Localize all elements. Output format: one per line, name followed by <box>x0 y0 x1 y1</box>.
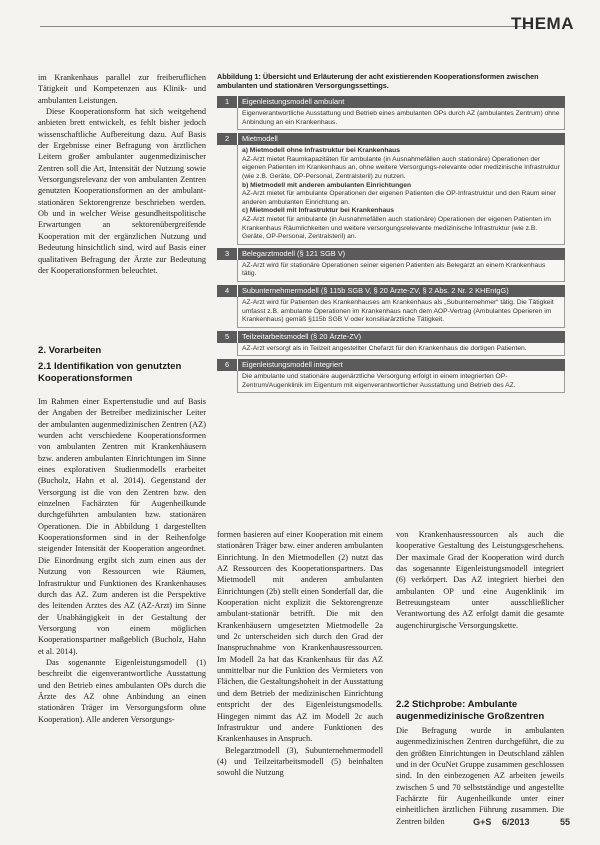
journal-name: G+S <box>473 817 492 827</box>
paragraph: formen basieren auf einer Kooperation mit einem stationären Träger bzw. einer anderen ambulanten Einrichtung. In den Mietmodellen (2) nutzt das AZ Ressourcen des Kooperationspartners. Das Mietmodell mit anderen ambulanten Einrichtungen (2b) stellt einen Sonderfall dar, die Kooperation nicht explizit die Sektorengrenze ambulant-stationär betrifft. Die mit den Krankenhäusern umgesetzten Mietmodelle 2a und 2c unterscheiden sich durch den Grad der Inanspruchnahme von Krankenhausressourcen. Im Modell 2a hat das Krankenhaus für das AZ unmittelbar nur die Funktion des Vermieters von Flächen, die Gestaltungshoheit in der Ausstattung und dem Betrieb der medizinischen Einrichtung entspricht der des Eigenleistungsmodells. Hingegen nimmt das AZ im Modell 2c auch Infrastruktur und andere Funktionen des Krankenhauses in Anspruch. <box>217 530 383 744</box>
section-heading: 2. Vorarbeiten <box>38 345 102 356</box>
model-number: 2 <box>217 133 238 145</box>
model-number: 5 <box>217 331 238 343</box>
model-text: a) Mietmodell ohne Infrastruktur bei Krankenhaus <box>242 147 400 155</box>
paragraph: Im Rahmen einer Expertenstudie und auf Basis der Angaben der Betreiber medizinischer Leiter der ambulanten augenmedizinischen Zentren (AZ) wurden acht verschiedene Kooperationsformen von ambulanten Zentren mit Krankenhäusern bzw. anderen ambulanten Einrichtungen im Sinne eines explorativen Studienmodells erarbeitet (Bucholz, Hahn et al. 2014). Gegenstand der Versorgung ist die von den Zentren bzw. den einzelnen Fachärzten für Augenheilkunde durchgeführten ambulanten bzw. stationären Operationen. Die in Abbildung 1 dargestellten Kooperationsformen sind in der Reihenfolge steigender Intensität der Kooperation angeordnet. Die Einordnung ergibt sich zum einen aus der Nutzung von Ressourcen wie Räumen, Infrastruktur und Funktionen des Krankenhauses durch das AZ. Zum anderen ist die Perspektive des leitenden Arztes des AZ (AZ-Arzt) im Sinne der Unabhängigkeit in der Gestaltung der Versorgung von einem möglichen Kooperationspartner maßgeblich (Bucholz, Hahn et al. 2014). <box>38 397 206 656</box>
figure-table <box>217 96 565 396</box>
page-number: 55 <box>559 817 570 827</box>
paragraph: von Krankenhausressourcen als auch die kooperative Gestaltung des Leistungsgeschehens. Der maximale Grad der Kooperation wird durch das sogenannte Eigenleistungsmodell integriert (6) verkörpert. Das AZ integriert hierbei den ambulanten OP und eine Augenklinik im Betreuungsteam unter ausschließlicher Verantwortung des AZ erfolgt damit die gesamte augenchirurgische Versorgungskette. <box>396 530 564 630</box>
paragraph: im Krankenhaus parallel zur freiberuflichen Tätigkeit und Kompetenzen aus Klinik- und ambulanten Leistungen. <box>38 73 206 105</box>
subsection-heading: 2.2 Stichprobe: Ambulante augenmedizinische Großzentren <box>396 699 545 722</box>
model-text: AZ-Arzt versorgt als in Teilzeit angestellter Chefarzt für den Krankenhaus die dortigen Patienten. <box>242 344 527 352</box>
model-title: Belegarztmodell (§ 121 SGB V) <box>242 248 346 258</box>
right-body-2 <box>396 725 564 827</box>
model-header <box>217 359 565 371</box>
middle-body <box>217 529 383 779</box>
model-text: AZ-Arzt wird für stationäre Operationen seiner eigenen Patienten als Belegarzt an einem Krankenhaus tätig. <box>242 261 546 278</box>
model-text: b) Mietmodell mit anderen ambulanten Einrichtungen <box>242 181 412 189</box>
paragraph: Das sogenannte Eigenleistungsmodell (1) beschreibt die eigenverantwortliche Ausstattung und den Betrieb eines ambulanten OPs durch die Ärzte des AZ ohne Anbindung an einen stationären Träger im Versorgungsform ohne Kooperation). Alle anderen Versorgungs- <box>38 657 206 724</box>
model-title: Eigenleistungsmodell integriert <box>242 360 343 370</box>
model-title: Mietmodell <box>242 134 278 144</box>
model-number: 6 <box>217 359 238 371</box>
model-description <box>237 297 565 328</box>
model-description <box>237 145 565 245</box>
model-header <box>217 331 565 343</box>
left-body <box>38 396 206 725</box>
model-text: Eigenverantwortliche Ausstattung und Betrieb eines ambulanten OPs durch AZ (ambulantes Zentrum) ohne Anbindung an ein Krankenhaus. <box>242 110 560 126</box>
model-description <box>237 343 565 357</box>
left-intro <box>38 72 206 276</box>
model-text: AZ-Arzt mietet für ambulante (in Ausnahmefällen auch stationäre) Operationen der eigenen Patienten im Krankenhaus Räumlichkeiten und weitere versorgungsrelevante medizinische Infrastruktur (wie z.B. Geräte, OP-Personal, Zentralsteril) an. <box>242 215 551 241</box>
figure-caption: Abbildung 1: Übersicht und Erläuterung der acht existierenden Kooperationsformen zwischen ambulanten und stationären Versorgungssettings. <box>217 72 539 91</box>
model-number: 3 <box>217 248 238 260</box>
model-text: c) Mietmodell mit Infrastruktur bei Krankenhaus <box>242 207 394 215</box>
model-description <box>237 260 565 282</box>
header-rule <box>40 26 532 27</box>
issue-number: 6/2013 <box>501 817 530 827</box>
model-title: Eigenleistungsmodell ambulant <box>242 97 345 106</box>
paragraph: Belegarztmodell (3), Subunternehmermodell (4) und Teilzeitarbeitsmodell (5) beinhalten sowohl die Nutzung <box>217 745 383 778</box>
section-label: THEMA <box>511 14 574 33</box>
model-header <box>217 96 565 108</box>
subsection-heading: 2.1 Identifikation von genutzten Kooperationsformen <box>38 361 182 384</box>
page-footer <box>465 817 570 827</box>
model-description <box>237 371 565 393</box>
model-header <box>217 285 565 297</box>
paragraph: Die Befragung wurde in ambulanten augenmedizinischen Zentren durchgeführt, die zu den größten Einrichtungen in Deutschland zählen und in der OcuNet Gruppe zusammen geschlossen sind. In den einbezogenen AZ arbeiten jeweils zwischen 5 und 70 selbstständige und angestellte Fachärzte für Augenheilkunde unter einer einheitlichen ärztlichen Führung zusammen. Die Zentren bilden <box>396 726 564 826</box>
model-number: 1 <box>217 96 238 108</box>
model-text: Die ambulante und stationäre augenärztliche Versorgung erfolgt in einem integrierten OP-Zentrum/Augenklinik im Eigentum mit eigenverantwortlicher Ausstattung und Betrieb des AZ. <box>242 373 516 389</box>
model-text: AZ-Arzt mietet für ambulante Operationen der eigenen Patienten die OP-Infrastruktur und den Raum einer anderen ambulanten Einrichtung an. <box>242 190 557 206</box>
model-header <box>217 133 565 145</box>
model-text: AZ-Arzt mietet Raumkapazitäten für ambulante (in Ausnahmefällen auch stationäre) Operationen der eigenen Patienten im Krankenhaus an, ohne weitere Versorgungs-relevante oder medizinische Infrastruktur (wie z.B. Geräte, OP-Personal, Zentralsteril) zu nutzen. <box>242 155 560 180</box>
right-body <box>396 529 564 631</box>
model-text: AZ-Arzt wird für Patienten des Krankenhauses am Krankenhaus als „Subunternehmer“ tätig. Die Tätigkeit umfasst z.B. ambulante Operationen im Krankenhaus nach dem AOP-Vertrag (Ambulantes Operieren im Krankenhaus) gemäß §115b SGB V oder konsiliarärztliche Tätigkeit. <box>242 298 554 324</box>
model-description <box>237 108 565 130</box>
model-number: 4 <box>217 285 238 297</box>
model-header <box>217 248 565 260</box>
model-title: Subunternehmermodell (§ 115b SGB V, § 20 Ärzte-ZV, § 2 Abs. 2 Nr. 2 KHEntgG) <box>242 285 509 295</box>
paragraph: Diese Kooperationsform hat sich weitgehend anbieten brett entwickelt, es fehlt bisher jedoch wissenschaftliche Aufbereitung dazu. Auf Basis der Ergebnisse einer Befragung von ärztlichen Leitern großer ambulanter augenmedizinischer Zentren soll die Art, Intensität der Nutzung sowie Versorgungsrelevanz der von ambulanten Zentren genutzten Kooperationsformen an der ambulant-stationären Sektorengrenze beschrieben werden. Ob und in welcher Weise gesundheitspolitische Erwartungen an sektorenübergreifende Kooperation mit der ergänzlichen Nutzung und Bedeutung hinsichtlich sind, wird auf Basis einer qualitativen Befragung der Ärzte zur Bedeutung der Kooperationsformen beleuchtet. <box>38 107 206 275</box>
model-title: Teilzeitarbeitsmodell (§ 20 Ärzte-ZV) <box>242 331 362 341</box>
